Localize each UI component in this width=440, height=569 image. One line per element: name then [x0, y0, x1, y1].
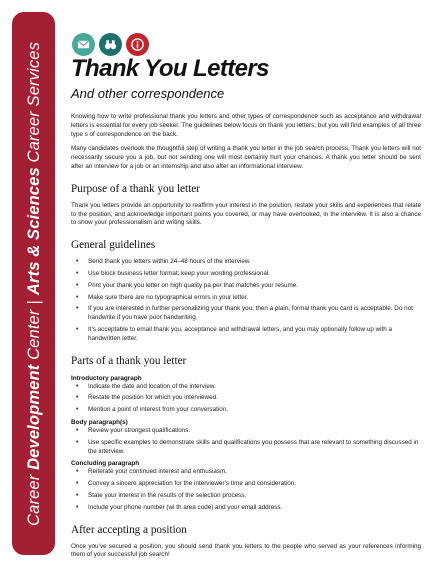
list-item: • Review your strongest qualifications. [71, 427, 421, 436]
envelope-icon [72, 33, 95, 56]
info-icon [126, 33, 149, 56]
intro-paragraph-2: Many candidates overlook the thoughtful step of writing a thank you letter in the job search process. Thank you letters will not necessarily secure you a job, but not sending one will most certainly hurt your chances. A thank you letter should be sent after an interview for a job or an internship and also after an informational interview. [71, 145, 421, 170]
list-item: • Include your phone number (wi th area code) and your email address. [71, 504, 421, 513]
sidebar-bold-development: Development [23, 364, 43, 470]
list-item: • Convey a sincere appreciation for the interviewer’s time and consideration. [71, 480, 421, 489]
purpose-paragraph: Thank you letters provide an opportunity to reaffirm your interest in the position, restate your skills and experiences that relate to the position, and acknowledge important points you covered, or may have overlooked, in the interview. It is also a chance to show your professionalism and writing skills. [71, 201, 421, 227]
list-item: • Use specific examples to demonstrate skills and qualifications you possess that are relevant to something discussed in the interview. [71, 439, 421, 457]
concluding-paragraph-label: Concluding paragraph [71, 460, 140, 468]
main-content [71, 113, 421, 566]
list-item: • Print your thank you letter on high quality pa per that matches your resume. [71, 282, 421, 291]
sidebar-banner [12, 12, 55, 555]
after-paragraph: Once you’ve secured a position, you should send thank you letters to the people who served as your references informing them of your successful job search! [71, 542, 421, 559]
page-title: Thank You Letters [71, 55, 269, 82]
parts-heading: Parts of a thank you letter [71, 354, 187, 367]
list-item: • It’s acceptable to email thank you, acceptance and withdrawal letters, and you may optionally follow up with a handwritten letter. [71, 326, 421, 344]
list-item: • State your interest in the results of the selection process. [71, 492, 421, 501]
intro-items-list [71, 383, 421, 415]
purpose-heading: Purpose of a thank you letter [71, 182, 200, 195]
body-paragraph-label: Body paragraph(s) [71, 418, 128, 426]
list-item: • Restate the position for which you interviewed. [71, 394, 421, 403]
sidebar-center: Center [23, 308, 43, 365]
binoculars-icon [99, 33, 122, 56]
sidebar-bold-arts-sciences: Arts & Sciences [23, 166, 43, 295]
sidebar-text [24, 42, 44, 526]
sidebar-suffix: Career Services [23, 41, 43, 167]
concluding-items-list [71, 468, 421, 512]
intro-paragraph-label: Introductory paragraph [71, 374, 142, 382]
guidelines-list [71, 258, 421, 343]
icon-row [72, 33, 149, 57]
after-heading: After accepting a position [71, 523, 187, 536]
list-item: • Send thank you letters within 24–48 hours of the interview. [71, 258, 421, 267]
sidebar-prefix: Career [23, 469, 43, 526]
guidelines-heading: General guidelines [71, 239, 156, 252]
list-item: • Mention a point of interest from your conversation. [71, 406, 421, 415]
page-subtitle: And other correspondence [71, 86, 225, 101]
list-item: • Reiterate your continued interest and enthusiasm. [71, 468, 421, 477]
list-item: • Use block business letter format; keep your wording professional. [71, 270, 421, 279]
body-items-list [71, 427, 421, 456]
list-item: • Make sure there are no typographical errors in your letter. [71, 294, 421, 303]
sidebar-separator: | [23, 299, 43, 304]
list-item: • If you are interested in further personalizing your thank you, then a plain, formal thank you card is acceptable. Do not handwrite if you have poor handwriting. [71, 305, 421, 323]
list-item: • Indicate the date and location of the interview. [71, 383, 421, 392]
intro-paragraph-1: Knowing how to write professional thank you letters and other types of correspondence such as acceptance and withdrawal letters is essential for every job seeker. The guidelines below focus on thank you letters, but you will find examples of all three type s of correspondence on the back. [71, 113, 421, 138]
